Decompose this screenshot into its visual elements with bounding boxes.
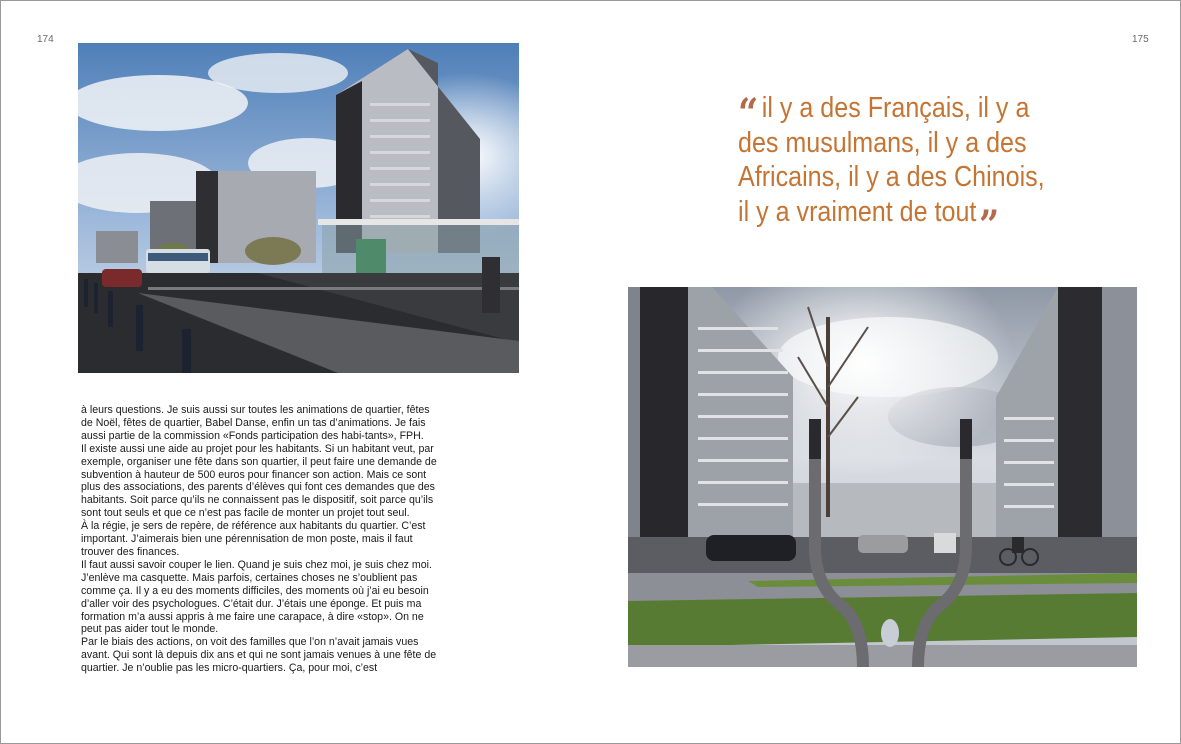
paragraph: Par le biais des actions, on voit des familles que l’on n’avait jamais vues avant. Qui sont là depuis dix ans et qui ne sont jamais venues à une fête de quartier. Je n’oublie pas les micro-quartiers. Ça, pour moi, c’est	[81, 636, 437, 675]
paragraph: à leurs questions. Je suis aussi sur toutes les animations de quartier, fêtes de Noël, fêtes de quartier, Babel Danse, enfin un tas d’animations. Je fais aussi partie de la commission «Fonds participation des habi-tants», FPH.	[81, 404, 430, 442]
photo-street-towers	[78, 43, 519, 373]
close-quote-icon: ”	[979, 201, 1000, 249]
pull-quote	[738, 90, 1090, 249]
photo-towers-bike-rack	[628, 287, 1137, 667]
street-photo-illustration	[78, 43, 519, 373]
quote-line: “ il y a des Français, il y a	[738, 90, 1030, 137]
paragraph: Il existe aussi une aide au projet pour les habitants. Si un habitant veut, par exemple, organiser une fête dans son quartier, il peut faire une demande de subvention à hauteur de 500 euros pour financer son action. Mais ce sont plus des associations, des parents d’élèves qui font ces demandes que des habitants. Soit parce qu’ils ne connaissent pas le dispositif, soit parce qu’ils sont tout seuls et que ce n’est pas facile de monter un projet tout seul.	[81, 442, 437, 520]
paragraph: Il faut aussi savoir couper le lien. Quand je suis chez moi, je suis chez moi. J’enlève ma casquette. Mais parfois, certaines choses ne s’oublient pas comme ça. Il y a eu des moments difficiles, des moments où j’ai eu besoin d’aller voir des psychologues. C’était dur. J’étais une éponge. Et puis ma formation m’a aussi appris à me faire une carapace, à dire «stop». On ne peut pas aider tout le monde.	[81, 558, 432, 636]
body-text	[81, 404, 441, 675]
quote-line: des musulmans, il y a des	[738, 126, 1027, 159]
open-quote-icon: “	[738, 90, 759, 137]
paragraph: À la régie, je sers de repère, de référence aux habitants du quartier. C’est important. J’aimerais bien une pérennisation de mon poste, mais il faut trouver des finances.	[81, 520, 426, 558]
quote-line: il y a vraiment de tout”	[738, 195, 1000, 249]
quote-line: Africains, il y a des Chinois,	[738, 161, 1045, 193]
towers-photo-illustration	[628, 287, 1137, 667]
page-number-left: 174	[37, 34, 54, 45]
page-number-right: 175	[1132, 34, 1149, 45]
